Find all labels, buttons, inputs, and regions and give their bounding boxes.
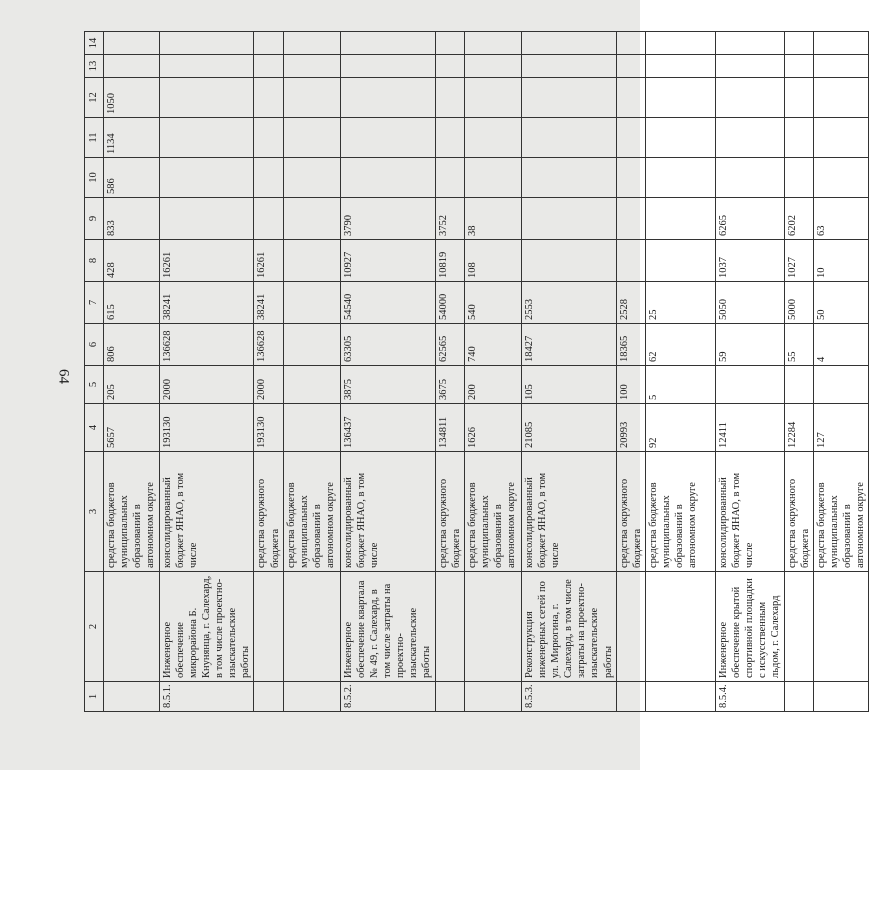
item-name-cell: Инженерное обеспечение крытой спортивной площадки с искусственным льдом, г. Салехард (715, 572, 784, 682)
value-cell: 615 (104, 282, 160, 324)
item-code-cell (283, 682, 340, 712)
value-cell (159, 78, 254, 118)
item-code-cell (645, 682, 715, 712)
item-code-cell (813, 682, 869, 712)
value-cell: 2000 (159, 366, 254, 404)
item-name-cell (435, 572, 464, 682)
value-cell (645, 118, 715, 158)
funding-source-cell: средства бюджетов муниципальных образований в автономном округе (283, 452, 340, 572)
value-cell (435, 118, 464, 158)
value-cell (283, 78, 340, 118)
value-cell: 63305 (340, 324, 435, 366)
value-cell (784, 55, 813, 78)
value-cell (715, 55, 784, 78)
value-cell: 54540 (340, 282, 435, 324)
value-cell (283, 404, 340, 452)
table-row (340, 32, 435, 712)
item-code-cell (464, 682, 521, 712)
value-cell (521, 158, 616, 198)
value-cell: 10927 (340, 240, 435, 282)
value-cell (813, 55, 869, 78)
table-row (283, 32, 340, 712)
item-code-cell (254, 682, 283, 712)
column-number: 11 (85, 118, 104, 158)
column-number: 6 (85, 324, 104, 366)
value-cell: 1134 (104, 118, 160, 158)
table-row (435, 32, 464, 712)
funding-source-cell: консолидированный бюджет ЯНАО, в том числе (521, 452, 616, 572)
value-cell: 63 (813, 198, 869, 240)
table-body (104, 32, 869, 712)
value-cell (464, 158, 521, 198)
item-name-cell (616, 572, 645, 682)
funding-source-cell: средства окружного бюджета (435, 452, 464, 572)
value-cell: 62565 (435, 324, 464, 366)
value-cell (715, 158, 784, 198)
value-cell: 5050 (715, 282, 784, 324)
value-cell: 1027 (784, 240, 813, 282)
value-cell (813, 366, 869, 404)
value-cell (645, 32, 715, 55)
value-cell: 2000 (254, 366, 283, 404)
value-cell (813, 158, 869, 198)
table-row (715, 32, 784, 712)
value-cell (254, 118, 283, 158)
value-cell (464, 55, 521, 78)
value-cell (464, 32, 521, 55)
item-code-cell (104, 682, 160, 712)
column-number: 5 (85, 366, 104, 404)
value-cell (283, 158, 340, 198)
value-cell (645, 240, 715, 282)
value-cell (521, 55, 616, 78)
value-cell: 18365 (616, 324, 645, 366)
value-cell: 62 (645, 324, 715, 366)
funding-source-cell: средства бюджетов муниципальных образований в автономном округе (104, 452, 160, 572)
value-cell: 2553 (521, 282, 616, 324)
value-cell (159, 198, 254, 240)
value-cell (784, 118, 813, 158)
value-cell: 38241 (159, 282, 254, 324)
value-cell (813, 78, 869, 118)
item-code-cell (435, 682, 464, 712)
value-cell (715, 118, 784, 158)
column-number: 14 (85, 32, 104, 55)
value-cell (159, 118, 254, 158)
item-name-cell (813, 572, 869, 682)
value-cell (159, 32, 254, 55)
value-cell (435, 55, 464, 78)
value-cell: 92 (645, 404, 715, 452)
value-cell: 134811 (435, 404, 464, 452)
value-cell: 55 (784, 324, 813, 366)
funding-source-cell: консолидированный бюджет ЯНАО, в том числе (159, 452, 254, 572)
value-cell (254, 32, 283, 55)
value-cell: 12284 (784, 404, 813, 452)
value-cell (784, 158, 813, 198)
value-cell (435, 32, 464, 55)
value-cell (521, 78, 616, 118)
value-cell (283, 324, 340, 366)
item-code-cell: 8.5.2. (340, 682, 435, 712)
funding-source-cell: средства окружного бюджета (254, 452, 283, 572)
value-cell (813, 32, 869, 55)
column-number: 8 (85, 240, 104, 282)
value-cell: 21085 (521, 404, 616, 452)
value-cell (254, 198, 283, 240)
value-cell: 16261 (254, 240, 283, 282)
value-cell (283, 282, 340, 324)
value-cell: 540 (464, 282, 521, 324)
value-cell (616, 158, 645, 198)
item-name-cell (254, 572, 283, 682)
value-cell: 136437 (340, 404, 435, 452)
value-cell (254, 55, 283, 78)
table-row (104, 32, 160, 712)
value-cell: 205 (104, 366, 160, 404)
value-cell: 6265 (715, 198, 784, 240)
funding-source-cell: средства бюджетов муниципальных образований в автономном округе (813, 452, 869, 572)
value-cell (283, 366, 340, 404)
item-name-cell: Инженерное обеспечение квартала № 49, г. Салехард, в том числе затраты на проектно-изыскательские работы (340, 572, 435, 682)
column-number: 1 (85, 682, 104, 712)
value-cell: 136628 (254, 324, 283, 366)
value-cell (616, 198, 645, 240)
column-number: 13 (85, 55, 104, 78)
item-name-cell: Реконструкция инженерных сетей по ул. Мирюгина, г. Салехард, в том числе затраты на проектно-изыскательские работы (521, 572, 616, 682)
value-cell (521, 32, 616, 55)
value-cell: 586 (104, 158, 160, 198)
item-name-cell (104, 572, 160, 682)
funding-source-cell: средства бюджетов муниципальных образований в автономном округе (464, 452, 521, 572)
value-cell (784, 366, 813, 404)
value-cell (616, 118, 645, 158)
value-cell: 3752 (435, 198, 464, 240)
value-cell: 2528 (616, 282, 645, 324)
value-cell (340, 32, 435, 55)
funding-source-cell: средства окружного бюджета (616, 452, 645, 572)
value-cell: 193130 (254, 404, 283, 452)
value-cell: 16261 (159, 240, 254, 282)
value-cell (715, 366, 784, 404)
value-cell (254, 158, 283, 198)
value-cell: 105 (521, 366, 616, 404)
value-cell: 806 (104, 324, 160, 366)
column-number: 7 (85, 282, 104, 324)
item-code-cell (616, 682, 645, 712)
value-cell (616, 78, 645, 118)
table-row (784, 32, 813, 712)
value-cell: 100 (616, 366, 645, 404)
column-number: 3 (85, 452, 104, 572)
column-number: 9 (85, 198, 104, 240)
value-cell: 127 (813, 404, 869, 452)
value-cell (283, 198, 340, 240)
value-cell: 38 (464, 198, 521, 240)
value-cell (104, 32, 160, 55)
value-cell: 1050 (104, 78, 160, 118)
value-cell: 18427 (521, 324, 616, 366)
value-cell (715, 32, 784, 55)
value-cell: 1626 (464, 404, 521, 452)
funding-source-cell: средства окружного бюджета (784, 452, 813, 572)
value-cell: 6202 (784, 198, 813, 240)
value-cell (435, 158, 464, 198)
column-number: 10 (85, 158, 104, 198)
value-cell: 20993 (616, 404, 645, 452)
value-cell (645, 55, 715, 78)
item-code-cell: 8.5.4. (715, 682, 784, 712)
value-cell: 4 (813, 324, 869, 366)
value-cell: 54000 (435, 282, 464, 324)
value-cell (616, 240, 645, 282)
value-cell (283, 240, 340, 282)
value-cell (159, 158, 254, 198)
value-cell: 1037 (715, 240, 784, 282)
table-row (521, 32, 616, 712)
value-cell: 428 (104, 240, 160, 282)
value-cell: 25 (645, 282, 715, 324)
value-cell (521, 118, 616, 158)
value-cell: 50 (813, 282, 869, 324)
value-cell (254, 78, 283, 118)
value-cell: 38241 (254, 282, 283, 324)
item-code-cell (784, 682, 813, 712)
value-cell (340, 78, 435, 118)
value-cell (645, 158, 715, 198)
value-cell (813, 118, 869, 158)
value-cell (340, 158, 435, 198)
value-cell: 5 (645, 366, 715, 404)
value-cell (616, 55, 645, 78)
value-cell (435, 78, 464, 118)
funding-source-cell: средства бюджетов муниципальных образований в автономном округе (645, 452, 715, 572)
value-cell (283, 32, 340, 55)
item-name-cell (784, 572, 813, 682)
value-cell (464, 118, 521, 158)
value-cell: 193130 (159, 404, 254, 452)
value-cell: 12411 (715, 404, 784, 452)
item-name-cell: Инженерное обеспечение микрорайона Б. Кнунянца, г. Салехард, в том числе проектно-изыскательские работы (159, 572, 254, 682)
value-cell (159, 55, 254, 78)
value-cell: 200 (464, 366, 521, 404)
value-cell (521, 240, 616, 282)
value-cell: 833 (104, 198, 160, 240)
value-cell (616, 32, 645, 55)
table-row (159, 32, 254, 712)
value-cell: 136628 (159, 324, 254, 366)
value-cell (104, 55, 160, 78)
value-cell (645, 78, 715, 118)
value-cell: 3875 (340, 366, 435, 404)
column-number: 2 (85, 572, 104, 682)
value-cell: 59 (715, 324, 784, 366)
item-code-cell: 8.5.3. (521, 682, 616, 712)
value-cell (645, 198, 715, 240)
value-cell (784, 78, 813, 118)
value-cell (283, 118, 340, 158)
table-row (813, 32, 869, 712)
item-name-cell (283, 572, 340, 682)
value-cell (464, 78, 521, 118)
rotated-table-wrapper (84, 32, 867, 712)
value-cell: 740 (464, 324, 521, 366)
value-cell: 3675 (435, 366, 464, 404)
value-cell (521, 198, 616, 240)
value-cell (715, 78, 784, 118)
funding-source-cell: консолидированный бюджет ЯНАО, в том числе (715, 452, 784, 572)
item-name-cell (464, 572, 521, 682)
column-number: 12 (85, 78, 104, 118)
item-code-cell: 8.5.1. (159, 682, 254, 712)
column-number: 4 (85, 404, 104, 452)
column-number-row (85, 32, 104, 712)
table-row (464, 32, 521, 712)
value-cell: 108 (464, 240, 521, 282)
value-cell: 3790 (340, 198, 435, 240)
value-cell (340, 118, 435, 158)
page-number: 64 (55, 369, 72, 384)
table-row (645, 32, 715, 712)
value-cell (340, 55, 435, 78)
table-row (616, 32, 645, 712)
value-cell (784, 32, 813, 55)
value-cell: 10 (813, 240, 869, 282)
value-cell: 10819 (435, 240, 464, 282)
value-cell: 5000 (784, 282, 813, 324)
table-row (254, 32, 283, 712)
item-name-cell (645, 572, 715, 682)
funding-source-cell: консолидированный бюджет ЯНАО, в том числе (340, 452, 435, 572)
value-cell (283, 55, 340, 78)
budget-table (84, 31, 869, 712)
value-cell: 5657 (104, 404, 160, 452)
